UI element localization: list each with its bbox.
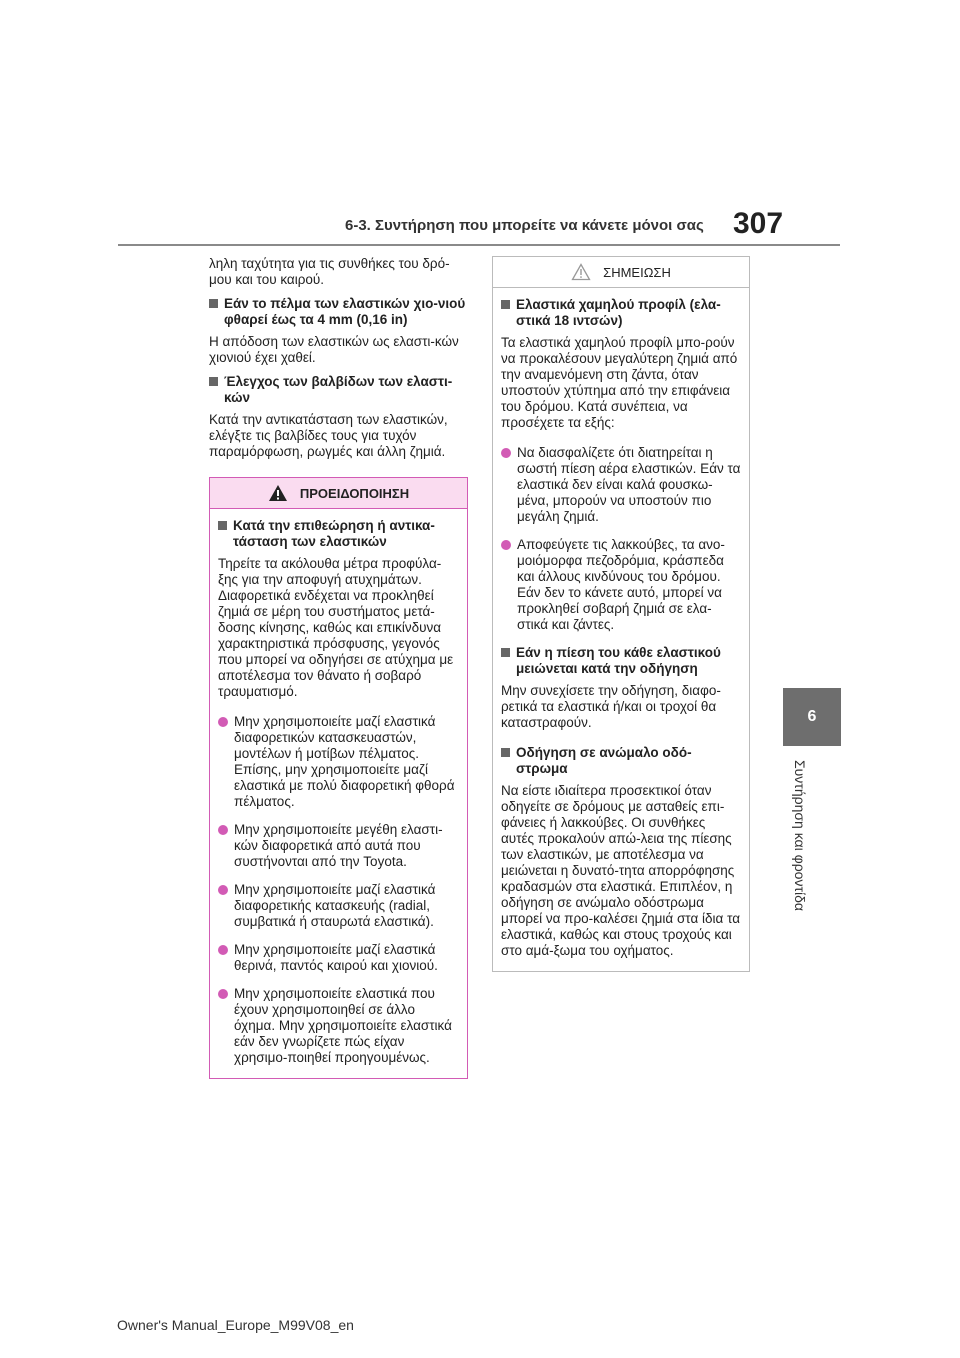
bullet-dot-icon: [218, 825, 228, 835]
warning-paragraph: Τηρείτε τα ακόλουθα μέτρα προφύλα-ξης για την αποφυγή ατυχημάτων. Διαφορετικά ενδέχεται να προκληθεί ζημιά σε μέρη του συστήματος μετά-δοσης κίνησης, καθώς και επικίνδυνα χαρακτηριστικά πρόσφυσης, γεγονός που μπορεί να οδηγήσει σε ατύχημα με αποτέλεσμα τον θάνατο ή σοβαρό τραυματισμό.: [218, 556, 454, 699]
page-number: 307: [733, 207, 784, 240]
list-item-text: Μην χρησιμοποιείτε μαζί ελαστικά διαφορετικών κατασκευαστών, μοντέλων ή μοτίβων πέλματος. Επίσης, μην χρησιμοποιείτε μαζί ελαστικά με πολύ διαφορετική φθορά πέλματος.: [234, 714, 455, 809]
list-item-text: Μην χρησιμοποιείτε ελαστικά που έχουν χρησιμοποιηθεί σε άλλο όχημα. Μην χρησιμοποιείτε ελαστικά εάν δεν γνωρίζετε πώς είχαν χρησιμο-ποιηθεί προηγουμένως.: [234, 986, 452, 1065]
notice-title: ΣΗΜΕΙΩΣΗ: [603, 264, 671, 280]
bullet-dot-icon: [218, 945, 228, 955]
square-bullet-icon: [209, 299, 218, 308]
list-item: [218, 822, 459, 870]
list-item: [501, 445, 741, 525]
square-bullet-icon: [501, 748, 510, 757]
square-bullet-icon: [501, 300, 510, 309]
bullet-dot-icon: [501, 540, 511, 550]
left-column: [209, 256, 471, 468]
bullet-dot-icon: [501, 448, 511, 458]
paragraph-snow-tread: Η απόδοση των ελαστικών ως ελαστι-κών χιονιού έχει χαθεί.: [209, 334, 459, 365]
caution-triangle-icon: [571, 263, 591, 281]
list-item: [501, 537, 741, 633]
bullet-dot-icon: [218, 717, 228, 727]
chapter-label: Συντήρηση και φροντίδα: [792, 760, 808, 911]
heading-text: Ελαστικά χαμηλού προφίλ (ελα-στικά 18 ιντσών): [516, 297, 721, 328]
list-item-text: Αποφεύγετε τις λακκούβες, τα ανο-μοιόμορφα πεζοδρόμια, κράσπεδα και άλλους κινδύνους του δρόμου. Εάν δεν το κάνετε αυτό, μπορεί να προκληθεί σοβαρή ζημιά σε ελα-στικά και ζάντες.: [517, 537, 725, 632]
chapter-tab: 6: [783, 688, 841, 746]
list-item: [218, 882, 459, 930]
footer-text: Owner's Manual_Europe_M99V08_en: [117, 1317, 354, 1333]
heading-pressure-drop: [501, 645, 741, 677]
square-bullet-icon: [218, 521, 227, 530]
header-divider: [118, 244, 840, 246]
heading-text: Εάν το πέλμα των ελαστικών χιο-νιού φθαρεί έως τα 4 mm (0,16 in): [224, 296, 466, 327]
notice-body: [493, 288, 749, 959]
heading-inspection: [218, 518, 459, 550]
heading-text: Κατά την επιθεώρηση ή αντικα-τάσταση των ελαστικών: [233, 518, 435, 549]
warning-title: ΠΡΟΕΙΔΟΠΟΙΗΣΗ: [299, 485, 410, 501]
heading-low-profile: [501, 297, 741, 329]
list-item-text: Μην χρησιμοποιείτε μαζί ελαστικά διαφορετικής κατασκευής (radial, συμβατικά ή σταυρωτά ελαστικά).: [234, 882, 436, 929]
list-item: [218, 942, 459, 974]
notice-header: [493, 257, 749, 288]
heading-text: Οδήγηση σε ανώμαλο οδό-στρωμα: [516, 745, 692, 776]
warning-box: [209, 477, 468, 1079]
section-title: 6-3. Συντήρηση που μπορείτε να κάνετε μόνοι σας: [345, 217, 704, 234]
list-item: [218, 986, 459, 1066]
bullet-dot-icon: [218, 885, 228, 895]
list-item-text: Μην χρησιμοποιείτε μαζί ελαστικά θερινά, παντός καιρού και χιονιού.: [234, 942, 438, 973]
warning-body: [210, 509, 467, 1066]
paragraph-valves: Κατά την αντικατάσταση των ελαστικών, ελέγξτε τις βαλβίδες τους για τυχόν παραμόρφωση, ρωγμές και άλλη ζημιά.: [209, 412, 448, 459]
square-bullet-icon: [209, 377, 218, 386]
list-item-text: Να διασφαλίζετε ότι διατηρείται η σωστή πίεση αέρα ελαστικών. Εάν τα ελαστικά δεν είναι καλά φουσκω-μένα, μπορούν να υποστούν πιο μεγάλη ζημιά.: [517, 445, 741, 524]
list-item-text: Μην χρησιμοποιείτε μεγέθη ελαστι-κών διαφορετικά από αυτά που συστήνονται από την Toyota.: [234, 822, 443, 869]
notice-paragraph: Μην συνεχίσετε την οδήγηση, διαφο-ρετικά τα ελαστικά ή/και οι τροχοί θα καταστραφούν.: [501, 683, 721, 730]
heading-text: Έλεγχος των βαλβίδων των ελαστι-κών: [224, 374, 453, 405]
heading-valves: [209, 374, 471, 406]
warning-triangle-icon: [268, 484, 288, 502]
heading-text: Εάν η πίεση του κάθε ελαστικού μειώνεται κατά την οδήγηση: [516, 645, 721, 676]
list-item: [218, 714, 459, 810]
notice-paragraph: Να είστε ιδιαίτερα προσεκτικοί όταν οδηγείτε σε δρόμους με ασταθείς επι-φάνειες ή λακκούβες. Οι συνθήκες αυτές προκαλούν απώ-λεια της πίεσης των ελαστικών, με αποτέλεσμα να μειώνεται η δυνατό-τητα απορρόφησης κραδασμών στα ελαστικά. Επιπλέον, η οδήγηση σε ανώμαλο οδόστρωμα μπορεί να προ-καλέσει ζημιά στα ίδια τα ελαστικά, καθώς και στους τροχούς και στο αμά-ξωμα του οχήματος.: [501, 783, 741, 958]
heading-snow-tread: [209, 296, 471, 328]
notice-paragraph: Τα ελαστικά χαμηλού προφίλ μπο-ρούν να προκαλέσουν μεγαλύτερη ζημιά από την αναμενόμενη στη ζάντα, όταν υποστούν χτύπημα από την επιφάνεια του δρόμου. Κατά συνέπεια, να προσέχετε τα εξής:: [501, 335, 738, 430]
warning-header: [210, 478, 467, 509]
intro-paragraph: ληλη ταχύτητα για τις συνθήκες του δρό-μου και του καιρού.: [209, 256, 450, 287]
heading-rough-road: [501, 745, 741, 777]
notice-box: [492, 256, 750, 972]
square-bullet-icon: [501, 648, 510, 657]
bullet-dot-icon: [218, 989, 228, 999]
